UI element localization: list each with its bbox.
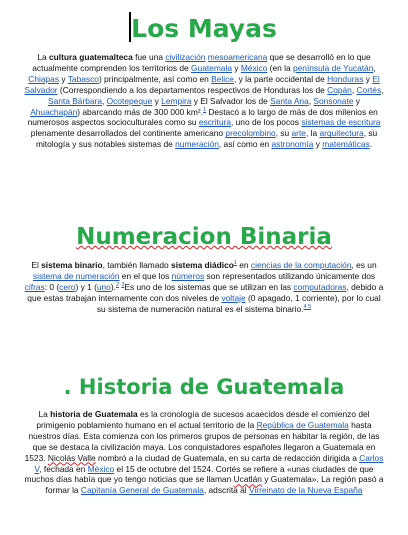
text-run: La (37, 52, 49, 62)
inline-link[interactable]: cifras (24, 281, 45, 292)
inline-link[interactable]: República de Guatemala (256, 419, 349, 430)
inline-link[interactable]: números (171, 270, 205, 281)
text-run: que se desarrolló en lo que actualmente comprenden los territorios de (32, 52, 371, 73)
text-run: ) y 1 ( (75, 281, 97, 292)
text-run: ) abarcando más de 300 000 km². (77, 106, 203, 117)
inline-link[interactable]: civilización (165, 52, 206, 62)
text-run: , también llamado (102, 260, 172, 270)
heading-historia-guatemala: . Historia de Guatemala (63, 375, 345, 399)
inline-link[interactable]: mesoamericana (207, 52, 268, 62)
footnote-reference[interactable]: 3 (121, 282, 125, 289)
inline-link[interactable]: matemáticas (322, 139, 370, 150)
text-run: y El Salvador los de (191, 95, 271, 106)
inline-link[interactable]: arquitectura (319, 128, 364, 139)
text-run: , su mitología y sus notables sistemas de (35, 128, 378, 150)
inline-link[interactable]: numeración (175, 139, 219, 150)
inline-link[interactable]: sistema de numeración (32, 270, 120, 281)
text-run: , uno de los pocos (231, 117, 302, 128)
text-run: es la cronología de sucesos acaecidos desde el comienzo del primigenio poblamiento humano en el actual territorio de la (36, 409, 370, 430)
inline-link[interactable]: Copán (327, 84, 352, 95)
text-run: y (363, 73, 373, 84)
text-run: (0 apagado, 1 corriente), por lo cual su sistema de numeración natural es el sistema binario. (96, 292, 381, 314)
paragraph-numeracion-binaria (24, 260, 384, 315)
text-run: , adscrita al (203, 485, 249, 496)
inline-link[interactable]: sistemas de escritura (301, 117, 381, 128)
text-run: (en la (267, 62, 293, 73)
text-run: , (381, 84, 384, 95)
inline-link[interactable]: Tabasco (67, 73, 99, 84)
text-run: hasta nuestros días. Esta comienza con los primeros grupos de personas en habitar la región, de las que se destaca la civilización maya. Los conquistadores españoles llegaron a Guatemala en 1523. (24, 419, 380, 463)
inline-link[interactable]: escritura (198, 117, 231, 128)
text-run: , y la parte occidental de (233, 73, 328, 84)
text-run: El (31, 260, 42, 270)
text-run: , (351, 84, 357, 95)
inline-link[interactable]: uno (96, 281, 111, 292)
spellcheck-flagged-word[interactable]: Nicolás Valle (47, 452, 96, 463)
bold-term: sistema diádico (171, 260, 234, 270)
footnote-reference[interactable]: 2 (115, 282, 120, 289)
inline-link[interactable]: Cortés (356, 84, 382, 95)
text-run: (Correspondiendo a los departamentos respectivos de Honduras los de (57, 84, 328, 95)
text-run: , (308, 95, 314, 106)
text-run: Es uno de los sistemas que se utilizan en las (124, 281, 294, 292)
inline-link[interactable]: precolombino (225, 128, 276, 139)
text-run: , es un (351, 260, 377, 270)
text-run: y (59, 73, 68, 84)
inline-link[interactable]: cero (59, 281, 76, 292)
text-run: , fechada en (39, 463, 88, 474)
text-run: son representados utilizando únicamente dos (204, 270, 376, 281)
text-run: fue una (132, 52, 166, 62)
inline-link[interactable]: Belice (211, 73, 234, 84)
inline-link[interactable]: Virreinato de la Nueva España (249, 485, 363, 496)
inline-link[interactable]: astronomía (271, 139, 314, 150)
paragraph-los-mayas (24, 52, 384, 150)
text-run: : 0 ( (44, 281, 60, 292)
inline-link[interactable]: Guatemala (191, 62, 232, 73)
inline-link[interactable]: Ocotepeque (106, 95, 153, 106)
text-run: , debido a que estas trabajan internamente con dos niveles de (27, 281, 384, 303)
text-run: , (373, 62, 376, 73)
bold-term: cultura guatemalteca (48, 52, 133, 62)
section-numeracion-binaria (0, 226, 408, 315)
heading-numeracion-binaria (0, 226, 408, 249)
paragraph-historia-guatemala (24, 409, 384, 496)
bold-term: sistema binario (41, 260, 103, 270)
text-run: , la (305, 128, 320, 139)
bold-term: historia de Guatemala (50, 409, 138, 419)
heading-los-mayas: Los Mayas (131, 14, 277, 43)
text-run: nombró a la ciudad de Guatemala, en su carta de redacción dirigida a (95, 452, 360, 463)
text-run: , (102, 95, 107, 106)
inline-link[interactable]: ciencias de la computación (250, 260, 352, 270)
inline-link[interactable]: El Salvador (24, 73, 380, 95)
section-historia-guatemala (0, 377, 408, 496)
text-run: Destacó a lo largo de más de dos milenios en numerosos aspectos socioculturales como su (27, 106, 378, 128)
inline-link[interactable]: Santa Bárbara (48, 95, 103, 106)
inline-link[interactable]: México (87, 463, 115, 474)
text-run: y Guatemala». La región pasó a formar la (45, 474, 384, 496)
text-run: en el que los (119, 270, 172, 281)
inline-link[interactable]: computadoras (293, 281, 347, 292)
inline-link[interactable]: Carlos V (34, 452, 384, 474)
inline-link[interactable]: Lempira (161, 95, 192, 106)
text-run: el 15 de octubre del 1524. Cortés se refiere a «unas ciudades de que muchos días había que yo tengo noticias que se llaman (24, 463, 374, 485)
heading-numeracion-binaria-text: Numeracion Binaria (76, 224, 332, 250)
text-run: plenamente desarrollados del continente americano (30, 128, 226, 139)
text-run: , su (275, 128, 292, 139)
text-run: y (152, 95, 162, 106)
text-run: en (236, 260, 251, 270)
spellcheck-flagged-word[interactable]: Ucatlán (233, 474, 262, 485)
inline-link[interactable]: Chiapas (28, 73, 60, 84)
inline-link[interactable]: arte (291, 128, 306, 139)
text-run: , así como en (218, 139, 272, 150)
text-run: y (231, 62, 241, 73)
text-run: La (38, 409, 51, 419)
section-los-mayas (0, 16, 408, 150)
text-run: y (353, 95, 360, 106)
footnote-reference[interactable]: 4 5 (303, 303, 312, 310)
inline-link[interactable]: México (240, 62, 268, 73)
inline-link[interactable]: Santa Ana (270, 95, 309, 106)
footnote-reference[interactable]: 1 (233, 260, 237, 267)
footnote-reference[interactable]: 1 (202, 106, 206, 113)
text-run: y (313, 139, 323, 150)
inline-link[interactable]: península de Yucatán (292, 62, 374, 73)
inline-link[interactable]: Capitanía General de Guatemala (80, 485, 204, 496)
inline-link[interactable]: Ahuachapán (30, 106, 78, 117)
inline-link[interactable]: Sonsonate (313, 95, 354, 106)
text-run: . (369, 139, 373, 150)
text-run: ). (110, 281, 116, 292)
text-run: ) principalmente, así como en (98, 73, 212, 84)
inline-link[interactable]: Honduras (327, 73, 364, 84)
inline-link[interactable]: voltaje (221, 292, 246, 303)
